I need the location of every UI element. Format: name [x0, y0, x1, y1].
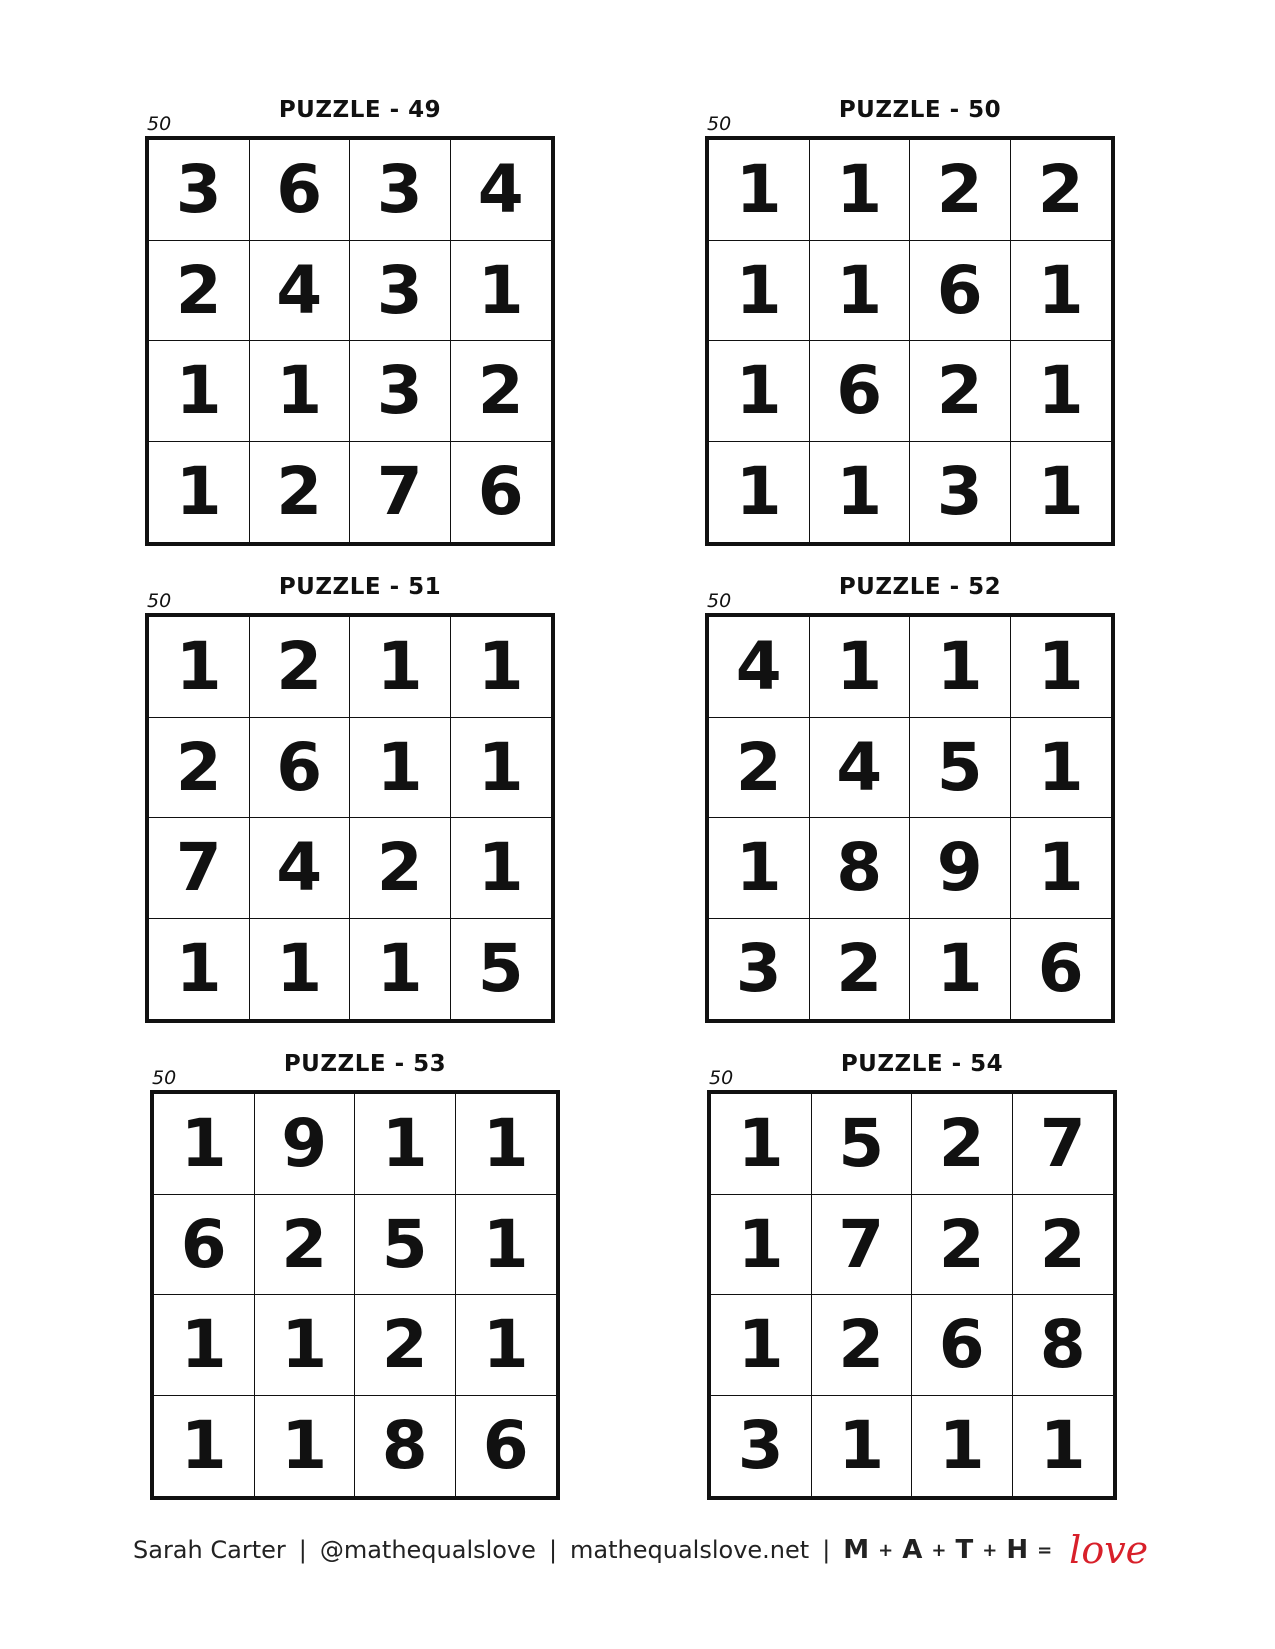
grid-cell: 1 — [451, 718, 552, 819]
brand-letter: T — [955, 1535, 974, 1565]
puzzle-title: PUZZLE - 52 — [838, 574, 1002, 600]
grid-cell: 7 — [812, 1195, 913, 1296]
grid-cell: 2 — [812, 1295, 913, 1396]
grid-cell: 1 — [810, 442, 911, 543]
grid-cell: 2 — [912, 1195, 1013, 1296]
grid-cell: 1 — [1011, 241, 1112, 342]
target-number: 50 — [709, 1067, 734, 1089]
grid-cell: 2 — [149, 718, 250, 819]
grid-cell: 5 — [910, 718, 1011, 819]
grid-cell: 1 — [709, 818, 810, 919]
grid-cell: 5 — [812, 1094, 913, 1195]
footer-separator: | — [298, 1536, 307, 1564]
grid-cell: 3 — [350, 140, 451, 241]
puzzle-title: PUZZLE - 50 — [838, 97, 1002, 123]
grid-cell: 1 — [709, 140, 810, 241]
grid-cell: 1 — [154, 1295, 255, 1396]
grid-cell: 9 — [910, 818, 1011, 919]
grid-cell: 1 — [711, 1295, 812, 1396]
puzzle-grid — [707, 1090, 1117, 1500]
grid-cell: 1 — [149, 617, 250, 718]
puzzle-card — [705, 572, 1135, 1022]
target-number: 50 — [707, 590, 732, 612]
grid-cell: 5 — [477, 930, 524, 1008]
grid-cell: 6 — [1037, 930, 1084, 1008]
grid-cell: 1 — [149, 442, 250, 543]
puzzle-card — [705, 95, 1135, 545]
grid-cell: 1 — [709, 341, 810, 442]
grid-cell: 1 — [350, 919, 451, 1020]
puzzle-title: PUZZLE - 54 — [840, 1051, 1004, 1077]
puzzle-title: PUZZLE - 49 — [278, 97, 442, 123]
page-footer — [133, 1530, 1148, 1570]
grid-cell: 1 — [255, 1396, 356, 1497]
puzzle-grid — [145, 613, 555, 1023]
grid-cell: 4 — [451, 140, 552, 241]
grid-cell: 7 — [1013, 1094, 1114, 1195]
grid-cell: 2 — [1013, 1195, 1114, 1296]
brand-equals: = — [1037, 1539, 1053, 1561]
grid-cell: 7 — [149, 818, 250, 919]
grid-cell: 3 — [149, 140, 250, 241]
grid-cell: 2 — [912, 1094, 1013, 1195]
grid-cell: 1 — [1011, 818, 1112, 919]
target-number: 50 — [147, 590, 172, 612]
grid-cell: 1 — [709, 241, 810, 342]
brand-logo — [843, 1528, 1148, 1572]
brand-love-script: love — [1069, 1528, 1149, 1572]
grid-cell: 1 — [451, 241, 552, 342]
puzzle-card — [145, 95, 575, 545]
grid-cell: 1 — [810, 241, 911, 342]
grid-cell: 1 — [812, 1396, 913, 1497]
grid-cell: 1 — [451, 818, 552, 919]
brand-letter: A — [902, 1535, 923, 1565]
grid-cell: 1 — [1011, 341, 1112, 442]
grid-cell: 2 — [350, 818, 451, 919]
footer-website: mathequalslove.net — [570, 1536, 810, 1564]
grid-cell: 1 — [711, 1094, 812, 1195]
target-number: 50 — [707, 113, 732, 135]
grid-cell: 1 — [456, 1094, 557, 1195]
grid-cell: 1 — [711, 1195, 812, 1296]
grid-cell: 1 — [149, 341, 250, 442]
grid-cell: 1 — [912, 1396, 1013, 1497]
grid-cell: 1 — [910, 617, 1011, 718]
grid-cell: 2 — [149, 241, 250, 342]
brand-plus: + — [982, 1539, 998, 1561]
grid-cell: 6 — [910, 241, 1011, 342]
target-number: 50 — [152, 1067, 177, 1089]
puzzle-grid — [705, 613, 1115, 1023]
grid-cell: 1 — [810, 617, 911, 718]
grid-cell: 1 — [350, 617, 451, 718]
grid-cell: 6 — [810, 341, 911, 442]
grid-cell: 2 — [1011, 140, 1112, 241]
grid-cell: 2 — [255, 1195, 356, 1296]
grid-cell: 2 — [355, 1295, 456, 1396]
grid-cell: 1 — [149, 919, 250, 1020]
puzzle-card — [145, 572, 575, 1022]
grid-cell: 7 — [350, 442, 451, 543]
grid-cell: 1 — [456, 1295, 557, 1396]
grid-cell: 6 — [482, 1407, 529, 1485]
grid-cell: 3 — [711, 1396, 812, 1497]
grid-cell: 3 — [350, 241, 451, 342]
grid-cell: 1 — [250, 341, 351, 442]
grid-cell: 6 — [477, 453, 524, 531]
grid-cell: 8 — [355, 1396, 456, 1497]
puzzle-grid — [145, 136, 555, 546]
grid-cell: 8 — [1013, 1295, 1114, 1396]
grid-cell: 1 — [1011, 718, 1112, 819]
grid-cell: 2 — [451, 341, 552, 442]
puzzle-card — [707, 1049, 1137, 1499]
grid-cell: 1 — [1039, 1407, 1086, 1485]
brand-letter: H — [1006, 1535, 1029, 1565]
puzzle-title: PUZZLE - 53 — [283, 1051, 447, 1077]
grid-cell: 9 — [255, 1094, 356, 1195]
puzzle-card — [150, 1049, 580, 1499]
brand-letter: M — [843, 1535, 870, 1565]
grid-cell: 2 — [910, 140, 1011, 241]
grid-cell: 1 — [355, 1094, 456, 1195]
grid-cell: 4 — [250, 818, 351, 919]
grid-cell: 6 — [912, 1295, 1013, 1396]
grid-cell: 1 — [910, 919, 1011, 1020]
footer-separator: | — [548, 1536, 558, 1564]
grid-cell: 6 — [250, 718, 351, 819]
grid-cell: 3 — [709, 919, 810, 1020]
grid-cell: 3 — [910, 442, 1011, 543]
grid-cell: 1 — [451, 617, 552, 718]
grid-cell: 6 — [154, 1195, 255, 1296]
grid-cell: 4 — [709, 617, 810, 718]
grid-cell: 2 — [709, 718, 810, 819]
grid-cell: 1 — [1011, 617, 1112, 718]
footer-handle: @mathequalslove — [319, 1536, 536, 1564]
grid-cell: 1 — [154, 1094, 255, 1195]
grid-cell: 1 — [810, 140, 911, 241]
puzzle-grid — [705, 136, 1115, 546]
grid-cell: 1 — [350, 718, 451, 819]
grid-cell: 5 — [355, 1195, 456, 1296]
grid-cell: 4 — [250, 241, 351, 342]
grid-cell: 2 — [250, 442, 351, 543]
grid-cell: 1 — [255, 1295, 356, 1396]
grid-cell: 1 — [456, 1195, 557, 1296]
grid-cell: 1 — [250, 919, 351, 1020]
footer-separator: | — [822, 1536, 831, 1564]
grid-cell: 1 — [1037, 453, 1084, 531]
target-number: 50 — [147, 113, 172, 135]
grid-cell: 1 — [709, 442, 810, 543]
grid-cell: 2 — [810, 919, 911, 1020]
grid-cell: 4 — [810, 718, 911, 819]
footer-author: Sarah Carter — [133, 1536, 286, 1564]
brand-plus: + — [931, 1539, 947, 1561]
brand-plus: + — [878, 1539, 894, 1561]
grid-cell: 3 — [350, 341, 451, 442]
grid-cell: 1 — [154, 1396, 255, 1497]
puzzle-title: PUZZLE - 51 — [278, 574, 442, 600]
grid-cell: 6 — [250, 140, 351, 241]
grid-cell: 2 — [910, 341, 1011, 442]
grid-cell: 2 — [250, 617, 351, 718]
grid-cell: 8 — [810, 818, 911, 919]
puzzle-grid — [150, 1090, 560, 1500]
